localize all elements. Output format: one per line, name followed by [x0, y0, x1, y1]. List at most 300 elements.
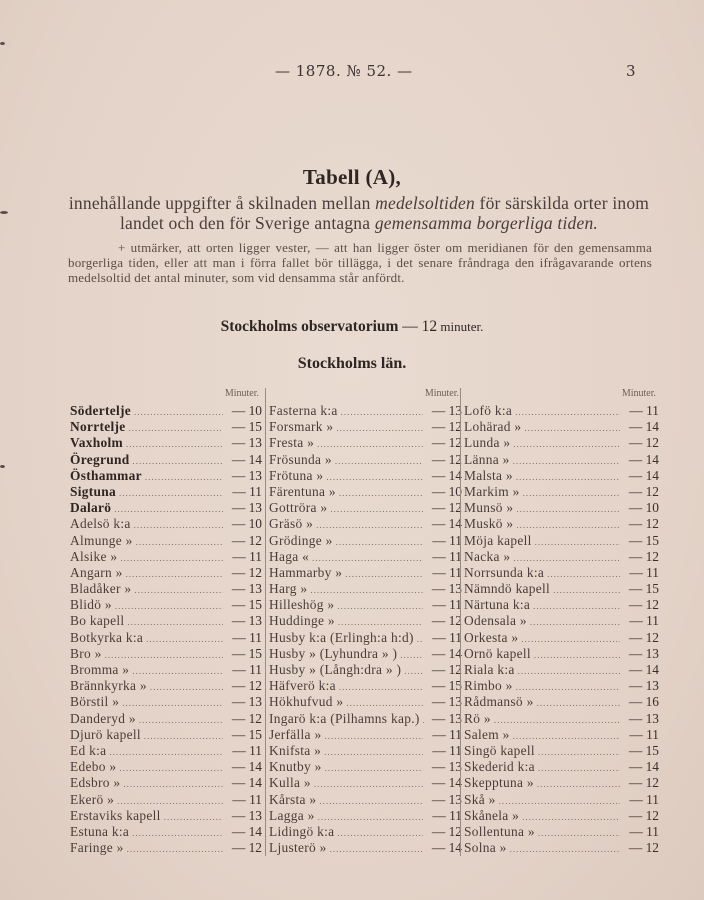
place-name: Almunge » [70, 532, 133, 548]
minutes-value: — 13 [431, 791, 462, 807]
place-name: Edebo » [70, 759, 117, 775]
leader-dots [134, 520, 223, 530]
leader-dots [336, 423, 423, 433]
place-name: Bo kapell [70, 613, 125, 629]
place-name: Möja kapell [464, 532, 532, 548]
leader-dots [535, 537, 620, 547]
minutes-value: — 12 [431, 435, 462, 451]
place-name: Kulla » [269, 775, 311, 791]
leader-dots [516, 520, 620, 530]
minutes-value: — 11 [232, 662, 262, 677]
minutes-value: — 16 [628, 694, 659, 710]
issue-header: — 1878. № 52. — [275, 62, 413, 80]
place-name: Huddinge » [269, 613, 335, 629]
table-row [464, 711, 659, 727]
place-name: Lofö k:a [464, 403, 513, 418]
place-name: Grödinge » [269, 532, 333, 548]
place-name: Odensala » [464, 613, 527, 629]
place-name: Gottröra » [269, 500, 328, 516]
minutes-value: — 11 [432, 807, 462, 823]
minutes-value: — 14 [628, 451, 659, 467]
place-name: Färentuna » [269, 483, 336, 499]
leader-dots [336, 537, 423, 547]
table-row [464, 484, 659, 500]
leader-dots [513, 439, 620, 449]
minutes-value: — 12 [431, 613, 462, 629]
leader-dots [513, 456, 620, 466]
leader-dots [139, 715, 223, 725]
place-name: Frötuna » [269, 467, 324, 483]
leader-dots [119, 488, 223, 498]
table-row [70, 630, 262, 646]
table-row [70, 646, 262, 662]
leader-dots [339, 488, 423, 498]
leader-dots [513, 553, 620, 563]
place-name: Frösunda » [269, 451, 332, 467]
place-name: Knutby » [269, 759, 322, 775]
minutes-value: — 11 [432, 597, 462, 613]
table-row [269, 840, 462, 856]
minutes-value: — 12 [231, 564, 262, 580]
table-row [464, 435, 659, 451]
observatory-name: Stockholms observatorium [220, 318, 399, 335]
observatory-dash: — [398, 318, 422, 335]
leader-dots [345, 569, 423, 579]
leader-dots [523, 488, 620, 498]
leader-dots [513, 731, 620, 741]
leader-dots [510, 844, 620, 854]
margin-mark [0, 42, 5, 45]
column-rows [70, 403, 262, 856]
table-row [269, 727, 462, 743]
table-row [269, 581, 462, 597]
table-row [464, 824, 659, 840]
column-header-minutes: Minuter. [424, 388, 459, 399]
leader-dots [538, 747, 620, 757]
table-row [70, 678, 262, 694]
minutes-value: — 10 [231, 516, 262, 532]
subtitle-italic-2: gemensamma borgerliga tiden. [374, 213, 599, 233]
table-row [464, 403, 659, 419]
leader-dots [136, 537, 223, 547]
table-row [464, 678, 659, 694]
table-row [464, 516, 659, 532]
table-row [464, 565, 659, 581]
leader-dots [516, 682, 620, 692]
minutes-value: — 15 [628, 742, 659, 758]
margin-mark [0, 211, 8, 214]
place-name: Gräsö » [269, 516, 314, 532]
minutes-value: — 11 [432, 532, 462, 548]
leader-dots [522, 812, 620, 822]
table-row [70, 597, 262, 613]
leader-dots [127, 617, 223, 627]
leader-dots [319, 796, 423, 806]
table-row [269, 678, 462, 694]
table-row [464, 630, 659, 646]
table-row [70, 662, 262, 678]
minutes-value: — 14 [628, 419, 659, 435]
place-name: Nacka » [464, 548, 511, 564]
observatory-unit: minuter. [437, 319, 484, 334]
place-name: Ornö kapell [464, 645, 531, 661]
minutes-value: — 15 [431, 678, 462, 694]
minutes-value: — 14 [628, 759, 659, 775]
table-column-3 [460, 388, 659, 856]
leader-dots [145, 472, 223, 482]
leader-dots [105, 650, 223, 660]
leader-dots [326, 472, 423, 482]
place-name: Ed k:a [70, 742, 107, 758]
table-row [269, 500, 462, 516]
leader-dots [538, 828, 620, 838]
table-row [70, 743, 262, 759]
minutes-value: — 13 [231, 500, 262, 516]
table-row [269, 743, 462, 759]
place-name: Orkesta » [464, 629, 519, 645]
minutes-value: — 13 [628, 645, 659, 661]
place-name: Brännkyrka » [70, 678, 147, 694]
place-name: Hökhufvud » [269, 694, 344, 710]
table-row [70, 516, 262, 532]
place-name: Lidingö k:a [269, 823, 335, 839]
place-name: Lagga » [269, 807, 315, 823]
leader-dots [516, 504, 620, 514]
table-row [269, 824, 462, 840]
minutes-value: — 12 [628, 516, 659, 532]
minutes-value: — 14 [231, 759, 262, 775]
observatory-value: 12 [421, 318, 438, 335]
table-row [269, 597, 462, 613]
place-name: Östhammar [70, 467, 142, 483]
leader-dots [126, 439, 223, 449]
table-row [269, 662, 462, 678]
minutes-value: — 12 [431, 823, 462, 839]
minutes-value: — 14 [431, 775, 462, 791]
subtitle-text-2: för särskilda orter inom landet och den för Sverige antagna [119, 193, 650, 233]
minutes-value: — 13 [231, 435, 262, 451]
minutes-value: — 12 [628, 548, 659, 564]
minutes-value: — 15 [231, 645, 262, 661]
minutes-value: — 13 [431, 694, 462, 710]
place-name: Hammarby » [269, 564, 343, 580]
table-row [70, 824, 262, 840]
table-row [70, 403, 262, 419]
place-name: Jerfälla » [269, 726, 322, 742]
place-name: Singö kapell [464, 742, 535, 758]
leader-dots [330, 844, 423, 854]
minutes-value: — 12 [231, 710, 262, 726]
place-name: Haga « [269, 548, 310, 564]
leader-dots [518, 666, 620, 676]
table-row [464, 759, 659, 775]
minutes-value: — 11 [629, 403, 659, 418]
place-name: Södertelje [70, 403, 132, 418]
table-subtitle [62, 193, 656, 233]
table-row [464, 533, 659, 549]
note-text: + utmärker, att orten ligger vester, — att han ligger öster om meridianen för den gemensamma borgerliga tiden, eller att man i förra fallet bör tillägga, i det senare fråndraga den ifrågavarande ortens medelsoltid det antal minuter, som vid densamma står anfördt. [68, 240, 652, 285]
table-row [464, 613, 659, 629]
leader-dots [310, 585, 423, 595]
table-row [70, 775, 262, 791]
table-row [269, 775, 462, 791]
table-row [464, 792, 659, 808]
leader-dots [114, 504, 223, 514]
table-row [269, 694, 462, 710]
leader-dots [325, 763, 423, 773]
minutes-value: — 10 [628, 500, 659, 516]
place-name: Ljusterö » [269, 840, 327, 856]
leader-dots [115, 601, 223, 611]
place-name: Husby » (Långh:dra » ) [269, 662, 402, 677]
minutes-value: — 14 [628, 467, 659, 483]
minutes-value: — 11 [432, 629, 462, 645]
minutes-value: — 13 [231, 613, 262, 629]
leader-dots [516, 472, 620, 482]
minutes-value: — 11 [232, 791, 262, 807]
leader-dots [330, 504, 423, 514]
leader-dots [123, 779, 223, 789]
minutes-value: — 12 [628, 840, 659, 856]
place-name: Närtuna k:a [464, 597, 531, 613]
place-name: Rådmansö » [464, 694, 534, 710]
place-name: Bladåker » [70, 581, 132, 597]
table-column-1 [70, 388, 262, 856]
column-header-minutes: Minuter. [621, 388, 656, 399]
place-name: Häfverö k:a [269, 678, 336, 694]
leader-dots [312, 553, 423, 563]
minutes-value: — 12 [231, 678, 262, 694]
minutes-value: — 12 [431, 451, 462, 467]
leader-dots [337, 601, 423, 611]
leader-dots [346, 698, 423, 708]
leader-dots [338, 617, 423, 627]
table-row [464, 694, 659, 710]
table-row [269, 711, 462, 727]
place-name: Rö » [464, 710, 491, 726]
place-name: Sollentuna » [464, 823, 535, 839]
minutes-value: — 15 [231, 726, 262, 742]
table-row [269, 549, 462, 565]
place-name: Fasterna k:a [269, 403, 338, 418]
table-row [70, 484, 262, 500]
minutes-value: — 12 [231, 840, 262, 856]
place-name: Ekerö » [70, 791, 115, 807]
minutes-value: — 14 [231, 775, 262, 791]
place-name: Börstil » [70, 694, 120, 710]
leader-dots [400, 650, 423, 660]
minutes-value: — 11 [629, 823, 659, 839]
minutes-value: — 13 [628, 710, 659, 726]
column-header-minutes: Minuter. [224, 388, 259, 399]
county-heading: Stockholms län. [297, 355, 407, 372]
minutes-value: — 15 [231, 597, 262, 613]
minutes-value: — 15 [231, 419, 262, 435]
leader-dots [553, 585, 620, 595]
leader-dots [537, 779, 620, 789]
minutes-value: — 11 [629, 613, 659, 629]
table-row [269, 808, 462, 824]
place-name: Riala k:a [464, 662, 515, 677]
place-name: Forsmark » [269, 419, 334, 435]
place-name: Botkyrka k:a [70, 629, 144, 645]
table-row [269, 646, 462, 662]
place-name: Rimbo » [464, 678, 513, 694]
leader-dots [339, 682, 423, 692]
leader-dots [533, 601, 620, 611]
place-name: Öregrund [70, 451, 130, 467]
leader-dots [144, 731, 223, 741]
minutes-value: — 12 [431, 662, 462, 677]
leader-dots [341, 407, 423, 417]
table-row [464, 840, 659, 856]
table-row [70, 565, 262, 581]
leader-dots [547, 569, 620, 579]
minutes-value: — 14 [431, 645, 462, 661]
place-name: Danderyd » [70, 710, 136, 726]
place-name: Alsike » [70, 548, 118, 564]
place-name: Djurö kapell [70, 726, 141, 742]
minutes-value: — 15 [628, 581, 659, 597]
minutes-value: — 12 [431, 419, 462, 435]
place-name: Knifsta » [269, 742, 322, 758]
subtitle-italic-1: medelsoltiden [375, 193, 475, 213]
table-row [269, 565, 462, 581]
place-name: Dalarö [70, 500, 112, 516]
leader-dots [534, 650, 620, 660]
place-name: Harg » [269, 581, 308, 597]
minutes-value: — 11 [629, 564, 659, 580]
minutes-value: — 11 [432, 548, 462, 564]
leader-dots [494, 715, 620, 725]
table-row [464, 419, 659, 435]
table-row [70, 435, 262, 451]
place-name: Erstaviks kapell [70, 807, 161, 823]
table-row [464, 662, 659, 678]
leader-dots [314, 779, 423, 789]
place-name: Edsbro » [70, 775, 121, 791]
minutes-value: — 14 [628, 662, 659, 677]
table-row [464, 452, 659, 468]
minutes-value: — 11 [432, 742, 462, 758]
minutes-value: — 11 [232, 629, 262, 645]
table-row [464, 808, 659, 824]
minutes-value: — 14 [431, 467, 462, 483]
place-name: Ingarö k:a (Pilhamns kap.) [269, 710, 420, 726]
place-name: Skånela » [464, 807, 520, 823]
table-row [269, 516, 462, 532]
place-name: Hilleshög » [269, 597, 335, 613]
leader-dots [150, 682, 223, 692]
leader-dots [146, 634, 223, 644]
page-number: 3 [626, 62, 636, 80]
table-row [269, 419, 462, 435]
minutes-value: — 10 [431, 483, 462, 499]
leader-dots [499, 796, 620, 806]
leader-dots [316, 520, 423, 530]
minutes-value: — 13 [431, 759, 462, 775]
place-name: Salem » [464, 726, 510, 742]
place-name: Lohärad » [464, 419, 522, 435]
table-row [70, 808, 262, 824]
leader-dots [120, 553, 223, 563]
place-name: Markim » [464, 483, 520, 499]
leader-dots [134, 407, 223, 417]
minutes-value: — 12 [628, 629, 659, 645]
table-row [464, 743, 659, 759]
place-name: Skederid k:a [464, 759, 535, 775]
place-name: Skepptuna » [464, 775, 534, 791]
place-name: Husby » (Lyhundra » ) [269, 645, 398, 661]
minutes-value: — 12 [431, 500, 462, 516]
minutes-value: — 13 [231, 581, 262, 597]
table-row [70, 727, 262, 743]
table-row [269, 533, 462, 549]
table-column-2 [265, 388, 462, 856]
column-rows [464, 403, 659, 856]
place-name: Norrsunda k:a [464, 564, 545, 580]
table-row [464, 727, 659, 743]
place-name: Sigtuna [70, 483, 117, 499]
minutes-value: — 12 [231, 532, 262, 548]
place-name: Nämndö kapell [464, 581, 551, 597]
minutes-value: — 10 [231, 403, 262, 418]
table-row [269, 468, 462, 484]
minutes-value: — 13 [431, 710, 462, 726]
explanatory-note [68, 240, 652, 285]
observatory-line [0, 318, 704, 336]
leader-dots [109, 747, 223, 757]
table-title: Tabell (A), [302, 165, 402, 189]
table-row [269, 435, 462, 451]
table-row [70, 452, 262, 468]
table-row [269, 792, 462, 808]
minutes-value: — 11 [432, 726, 462, 742]
table-row [70, 694, 262, 710]
margin-mark [0, 465, 5, 468]
table-row [70, 549, 262, 565]
leader-dots [127, 844, 223, 854]
table-row [464, 581, 659, 597]
minutes-value: — 13 [231, 467, 262, 483]
leader-dots [126, 569, 223, 579]
minutes-value: — 11 [629, 726, 659, 742]
table-row [70, 792, 262, 808]
minutes-value: — 14 [231, 823, 262, 839]
table-row [269, 452, 462, 468]
leader-dots [337, 828, 423, 838]
leader-dots [132, 666, 223, 676]
leader-dots [117, 796, 223, 806]
table-row [269, 484, 462, 500]
minutes-value: — 15 [628, 532, 659, 548]
column-rows [269, 403, 462, 856]
minutes-value: — 13 [628, 678, 659, 694]
table-row [269, 613, 462, 629]
place-name: Norrtelje [70, 419, 126, 435]
table-row [464, 646, 659, 662]
table-row [70, 419, 262, 435]
table-row [464, 775, 659, 791]
table-row [70, 500, 262, 516]
minutes-value: — 13 [431, 403, 462, 418]
minutes-value: — 14 [431, 840, 462, 856]
table-row [269, 630, 462, 646]
place-name: Kårsta » [269, 791, 317, 807]
place-name: Vaxholm [70, 435, 123, 451]
minutes-value: — 13 [231, 694, 262, 710]
place-name: Muskö » [464, 516, 514, 532]
